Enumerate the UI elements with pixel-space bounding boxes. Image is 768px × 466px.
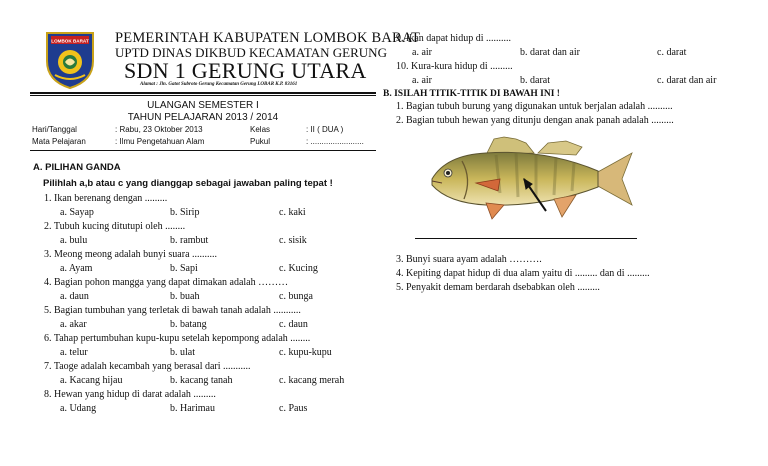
- essay-question-2: 2. Bagian tubuh hewan yang ditunju dengan anak panah adalah .........: [396, 115, 674, 126]
- info-rule: [30, 150, 376, 151]
- info-day-value: : Rabu, 23 Oktober 2013: [115, 125, 203, 134]
- logo-text: LOMBOK BARAT: [51, 38, 89, 44]
- option-6c: c. kupu-kupu: [279, 347, 332, 358]
- option-7c: c. kacang merah: [279, 375, 345, 386]
- info-time-value: : ........................: [306, 137, 364, 146]
- header-rule-thin: [30, 95, 376, 96]
- option-10b: b. darat: [520, 75, 550, 86]
- option-10c: c. darat dan air: [657, 75, 717, 86]
- question-10: 10. Kura-kura hidup di .........: [396, 61, 513, 72]
- option-8c: c. Paus: [279, 403, 308, 414]
- option-3b: b. Sapi: [170, 263, 198, 274]
- question-5: 5. Bagian tumbuhan yang terletak di bawah tanah adalah ...........: [44, 305, 301, 316]
- option-3a: a. Ayam: [60, 263, 93, 274]
- option-7a: a. Kacang hijau: [60, 375, 123, 386]
- info-subject-value: : Ilmu Pengetahuan Alam: [115, 137, 205, 146]
- question-3: 3. Meong meong adalah bunyi suara ..........: [44, 249, 218, 260]
- essay-question-1: 1. Bagian tubuh burung yang digunakan untuk berjalan adalah ..........: [396, 101, 673, 112]
- option-5b: b. batang: [170, 319, 207, 330]
- essay-question-3: 3. Bunyi suara ayam adalah ……….: [396, 254, 542, 265]
- answer-line: [415, 238, 637, 239]
- option-4c: c. bunga: [279, 291, 313, 302]
- option-9a: a. air: [412, 47, 432, 58]
- option-3c: c. Kucing: [279, 263, 318, 274]
- option-5c: c. daun: [279, 319, 308, 330]
- info-time-label: Pukul: [250, 137, 271, 146]
- option-2b: b. rambut: [170, 235, 209, 246]
- essay-question-4: 4. Kepiting dapat hidup di dua alam yaitu di ......... dan di .........: [396, 268, 650, 279]
- option-1c: c. kaki: [279, 207, 306, 218]
- info-day-label: Hari/Tanggal: [32, 125, 77, 134]
- option-2a: a. bulu: [60, 235, 88, 246]
- section-b-title: B. ISILAH TITIK-TITIK DI BAWAH INI !: [383, 89, 560, 99]
- header-line1: PEMERINTAH KABUPATEN LOMBOK BARAT: [115, 30, 420, 46]
- section-a-instruction: Pilihlah a,b atau c yang dianggap sebagai jawaban paling tepat !: [43, 178, 333, 189]
- question-6: 6. Tahap pertumbuhan kupu-kupu setelah kepompong adalah ........: [44, 333, 311, 344]
- option-6b: b. ulat: [170, 347, 195, 358]
- info-subject-label: Mata Pelajaran: [32, 137, 86, 146]
- question-9: 9. Ikan dapat hidup di ..........: [396, 33, 511, 44]
- option-4a: a. daun: [60, 291, 89, 302]
- header-line2: UPTD DINAS DIKBUD KECAMATAN GERUNG: [115, 45, 387, 60]
- school-name: SDN 1 GERUNG UTARA: [124, 58, 367, 83]
- option-10a: a. air: [412, 75, 432, 86]
- section-a-title: A. PILIHAN GANDA: [33, 162, 121, 173]
- option-7b: b. kacang tanah: [170, 375, 233, 386]
- option-1a: a. Sayap: [60, 207, 94, 218]
- option-5a: a. akar: [60, 319, 87, 330]
- exam-title: ULANGAN SEMESTER I: [147, 100, 259, 111]
- question-2: 2. Tubuh kucing ditutupi oleh ........: [44, 221, 186, 232]
- header-rule: [30, 92, 376, 94]
- exam-year: TAHUN PELAJARAN 2013 / 2014: [127, 112, 279, 123]
- question-8: 8. Hewan yang hidup di darat adalah .........: [44, 389, 216, 400]
- question-7: 7. Taoge adalah kecambah yang berasal dari ...........: [44, 361, 251, 372]
- option-6a: a. telur: [60, 347, 88, 358]
- option-4b: b. buah: [170, 291, 200, 302]
- option-9c: c. darat: [657, 47, 687, 58]
- question-1: 1. Ikan berenang dengan .........: [44, 193, 168, 204]
- option-2c: c. sisik: [279, 235, 307, 246]
- fish-illustration: [426, 133, 636, 223]
- school-logo: [45, 31, 95, 89]
- option-8b: b. Harimau: [170, 403, 215, 414]
- info-class-label: Kelas: [250, 125, 271, 134]
- question-4: 4. Bagian pohon mangga yang dapat dimakan adalah ………: [44, 277, 289, 288]
- option-1b: b. Sirip: [170, 207, 200, 218]
- option-8a: a. Udang: [60, 403, 97, 414]
- option-9b: b. darat dan air: [520, 47, 580, 58]
- info-class-value: : II ( DUA ): [306, 125, 344, 134]
- school-address: Alamat : Jln. Gatot Subroto Gerung Kecamatan Gerung LOBAR K.P. 83161: [140, 82, 298, 87]
- essay-question-5: 5. Penyakit demam berdarah dsebabkan oleh .........: [396, 282, 600, 293]
